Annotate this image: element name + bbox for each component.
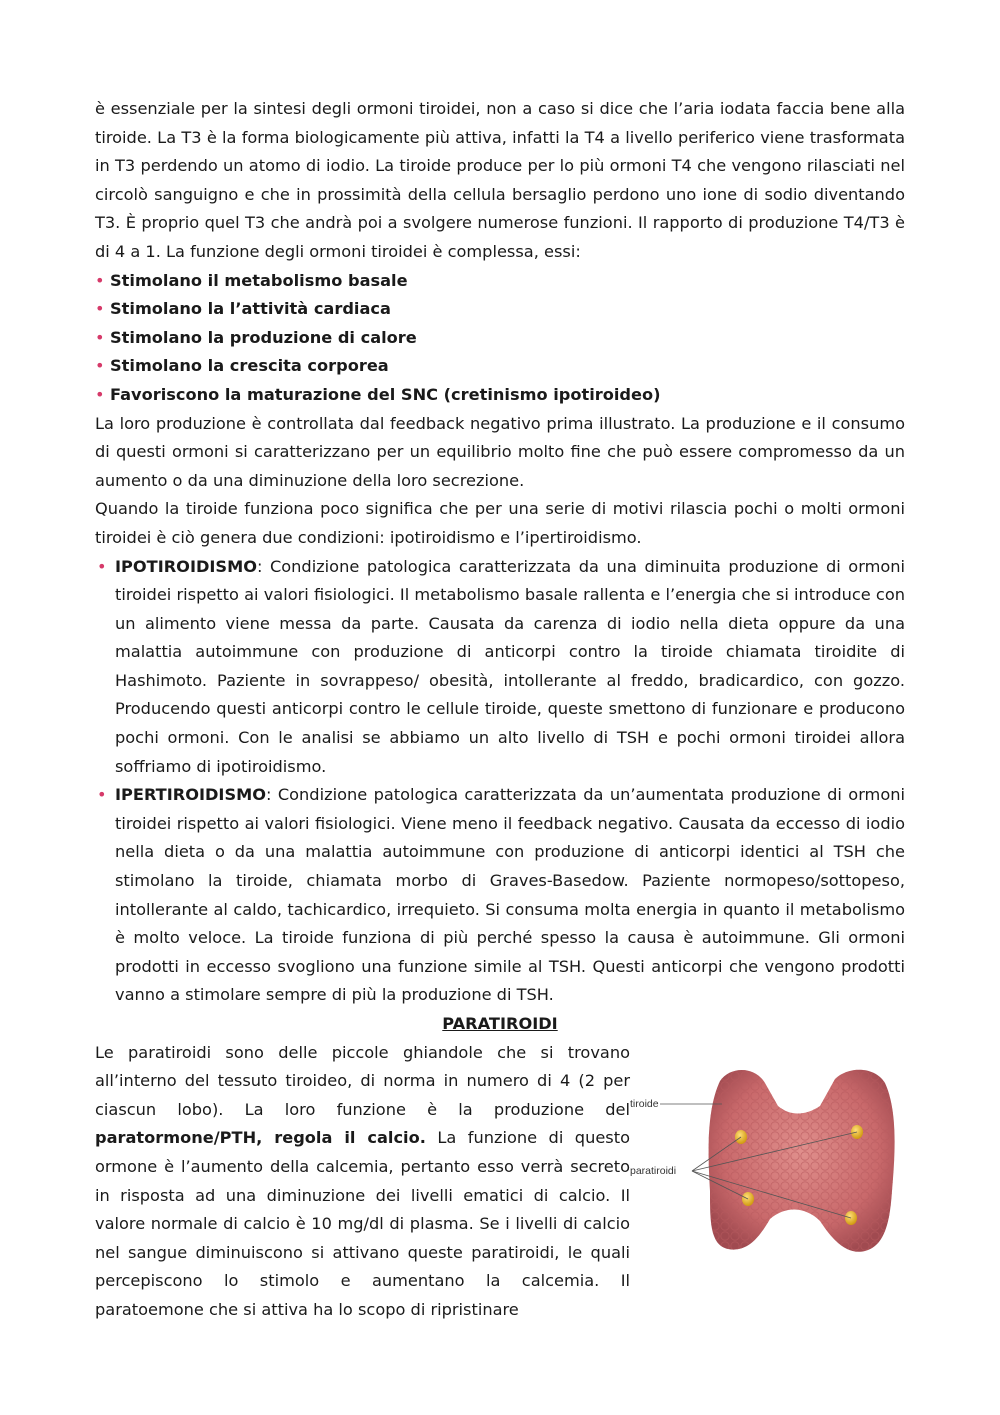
thyroid-illustration [630,1061,905,1261]
label-tiroide: tiroide [630,1097,659,1110]
condition-description: : Condizione patologica caratterizzata da una diminuita produzione di ormoni tiroidei rispetto ai valori fisiologici. Il metabolismo basale rallenta e l’energia che si introduce con un alimento viene messa da parte. Causata da carenza di iodio nella dieta oppure da una malattia autoimmune con produzione di anticorpi contro la tiroide chiamata tiroidite di Hashimoto. Paziente in sovrappeso/ obesità, intollerante al freddo, bradicardico, con gozzo. Producendo questi anticorpi contro le cellule tiroide, queste smettono di funzionare e producono pochi ormoni. Con le analisi se abbiamo un alto livello di TSH e pochi ormoni tiroidei allora soffriamo di ipotiroidismo. [115,556,905,776]
conditions-intro-paragraph: Quando la tiroide funziona poco significa che per una serie di motivi rilascia pochi o molti ormoni tiroidei è ciò genera due condizioni: ipotiroidismo e l’ipertiroidismo. [95,499,905,547]
thyroid-diagram [630,1061,905,1261]
label-paratiroidi: paratiroidi [630,1164,677,1177]
list-item: • Stimolano il metabolismo basale [95,267,905,296]
intro-paragraph: è essenziale per la sintesi degli ormoni tiroidei, non a caso si dice che l’aria iodata faccia bene alla tiroide. La T3 è la forma biologicamente più attiva, infatti la T4 a livello periferico viene trasformata in T3 perdendo un atomo di iodio. La tiroide produce per lo più ormoni T4 che vengono rilasciati nel circolò sanguigno e che in prossimità della cellula bersaglio perdono uno ione di sodio diventando T3. È proprio quel T3 che andrà poi a svolgere numerose funzioni. Il rapporto di produzione T4/T3 è di 4 a 1. La funzione degli ormoni tiroidei è complessa, essi: [95,99,905,261]
thyroid-functions-list [95,267,905,410]
list-item: • Favoriscono la maturazione del SNC (cretinismo ipotiroideo) [95,381,905,410]
document-page [95,95,905,1325]
condition-description: : Condizione patologica caratterizzata da un’aumentata produzione di ormoni tiroidei rispetto ai valori fisiologici. Viene meno il feedback negativo. Causata da eccesso di iodio nella dieta o da una malattia autoimmune con produzione di anticorpi identici al TSH che stimolano la tiroide, chiamata morbo di Graves-Basedow. Paziente normopeso/sottopeso, intollerante al caldo, tachicardico, irrequieto. Si consuma molta energia in quanto il metabolismo è molto veloce. La tiroide funziona di più perché spesso la causa è autoimmune. Gli ormoni prodotti in eccesso svogliono una funzione simile al TSH. Questi anticorpi che vengono prodotti vanno a stimolare sempre di più la produzione di TSH. [115,785,905,1005]
conditions-list [95,553,905,1011]
section-title-paratiroidi: PARATIROIDI [442,1014,558,1033]
condition-hypothyroidism [95,553,905,782]
list-item: • Stimolano la l’attività cardiaca [95,295,905,324]
condition-term: IPOTIROIDISMO [115,556,257,576]
paragraph-text: Le paratiroidi sono delle piccole ghiandole che si trovano all’interno del tessuto tiroideo, di norma in numero di 4 (2 per ciascun lobo). La loro funzione è la produzione del [95,1042,630,1119]
paragraph-bold-text: paratormone/PTH, regola il calcio. [95,1128,426,1148]
list-item: • Stimolano la crescita corporea [95,352,905,381]
parathyroid-section [95,1039,905,1325]
feedback-paragraph: La loro produzione è controllata dal feedback negativo prima illustrato. La produzione e il consumo di questi ormoni si caratterizzano per un equilibrio molto fine che può essere compromesso da un aumento o da una diminuzione della loro secrezione. [95,413,905,490]
condition-hyperthyroidism [95,781,905,1010]
parathyroid-paragraph [95,1039,630,1325]
condition-term: IPERTIROIDISMO [115,785,266,805]
paragraph-text: La funzione di questo ormone è l’aumento della calcemia, pertanto esso verrà secreto in risposta ad una diminuzione dei livelli ematici di calcio. Il valore normale di calcio è 10 mg/dl di plasma. Se i livelli di calcio nel sangue diminuiscono si attivano queste paratiroidi, le quali percepiscono lo stimolo e aumentano la calcemia. Il paratoemone che si attiva ha lo scopo di ripristinare [95,1128,630,1319]
list-item: • Stimolano la produzione di calore [95,324,905,353]
